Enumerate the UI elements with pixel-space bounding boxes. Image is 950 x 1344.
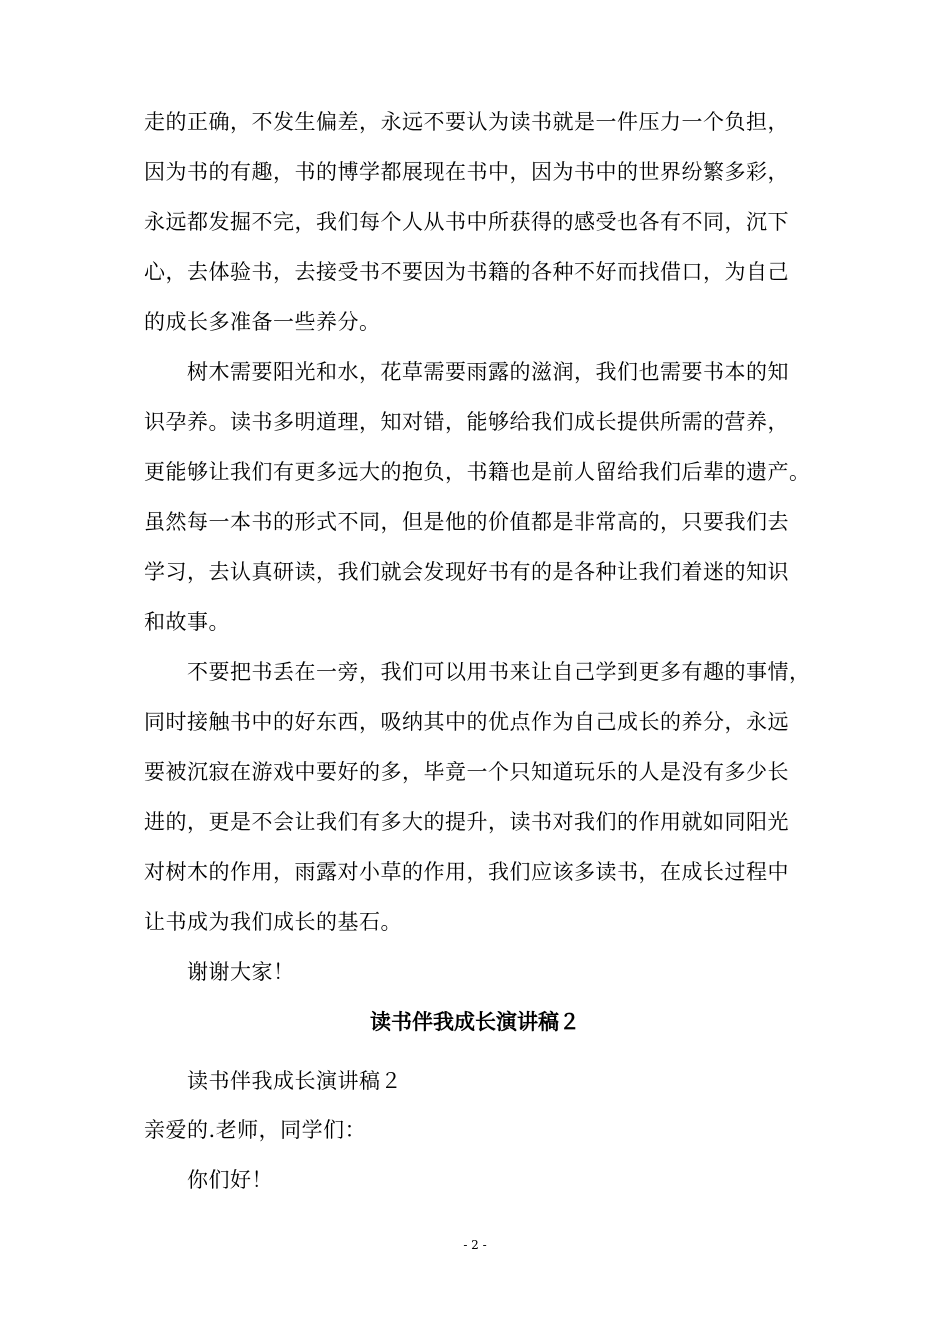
paragraph-line: 树木需要阳光和水，花草需要雨露的滋润，我们也需要书本的知 [187,360,789,384]
paragraph-line: 对树木的作用，雨露对小草的作用，我们应该多读书，在成长过程中 [144,860,789,884]
section-subtitle: 读书伴我成长演讲稿２ [187,1069,402,1093]
closing-thanks: 谢谢大家！ [187,960,295,984]
paragraph-line: 永远都发掘不完，我们每个人从书中所获得的感受也各有不同，沉下 [144,210,789,234]
greeting: 你们好！ [187,1168,273,1192]
paragraph-line: 要被沉寂在游戏中要好的多，毕竟一个只知道玩乐的人是没有多少长 [144,760,789,784]
paragraph-line: 走的正确，不发生偏差，永远不要认为读书就是一件压力一个负担， [144,110,789,134]
paragraph-line: 和故事。 [144,610,230,634]
salutation: 亲爱的.老师，同学们： [144,1118,367,1142]
page-number: - 2 - [463,1238,487,1252]
section-heading: 读书伴我成长演讲稿２ [370,1009,580,1034]
paragraph-line: 心，去体验书，去接受书不要因为书籍的各种不好而找借口，为自己 [144,260,789,284]
paragraph-line: 学习，去认真研读，我们就会发现好书有的是各种让我们着迷的知识 [144,560,789,584]
paragraph-line: 虽然每一本书的形式不同，但是他的价值都是非常高的，只要我们去 [144,510,789,534]
paragraph-line: 的成长多准备一些养分。 [144,310,381,334]
paragraph-line: 同时接触书中的好东西，吸纳其中的优点作为自己成长的养分，永远 [144,710,789,734]
paragraph-line: 识孕养。读书多明道理，知对错，能够给我们成长提供所需的营养， [144,410,789,434]
paragraph-line: 进的，更是不会让我们有多大的提升，读书对我们的作用就如同阳光 [144,810,789,834]
paragraph-line: 更能够让我们有更多远大的抱负，书籍也是前人留给我们后辈的遗产。 [144,460,811,484]
paragraph-line: 不要把书丢在一旁，我们可以用书来让自己学到更多有趣的事情， [187,660,811,684]
paragraph-line: 因为书的有趣，书的博学都展现在书中，因为书中的世界纷繁多彩， [144,160,789,184]
paragraph-line: 让书成为我们成长的基石。 [144,910,402,934]
